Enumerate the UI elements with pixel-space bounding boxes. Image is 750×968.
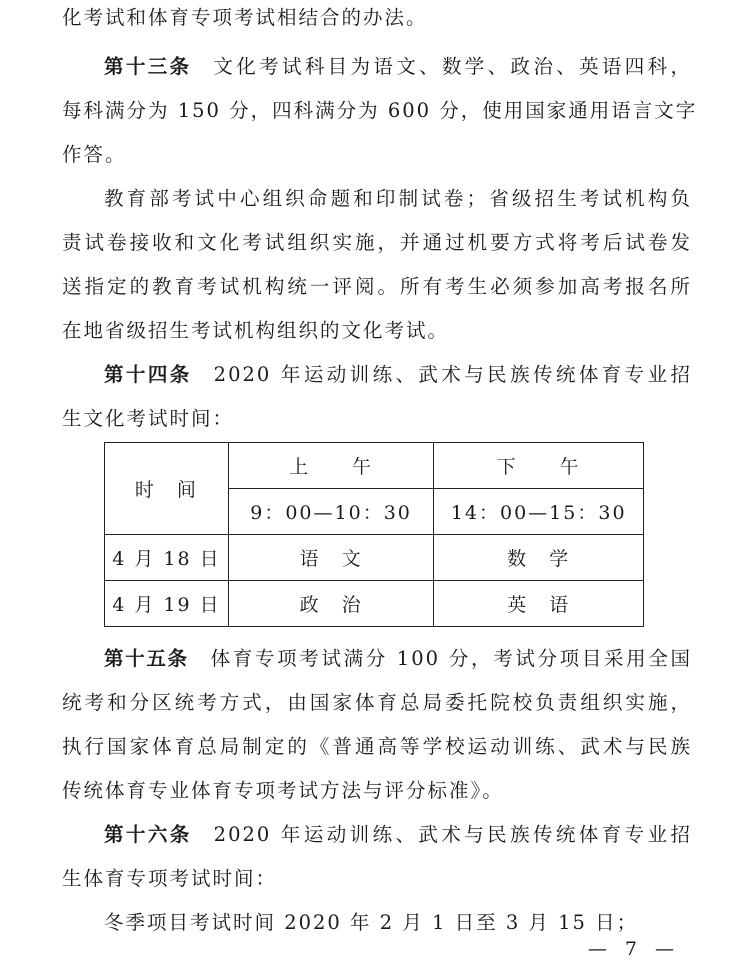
paragraph-line: 执行国家体育总局制定的《普通高等学校运动训练、武术与民族 <box>62 735 692 758</box>
article-15-text: 体育专项考试满分 100 分，考试分项目采用全国 <box>210 647 692 670</box>
paragraph-line: 统考和分区统考方式，由国家体育总局委托院校负责组织实施， <box>62 691 692 714</box>
exam-schedule-table <box>104 442 644 627</box>
paragraph-line: 每科满分为 150 分，四科满分为 600 分，使用国家通用语言文字 <box>62 99 698 122</box>
paragraph-line: 作答。 <box>62 143 127 166</box>
morning-subject-cell: 语 文 <box>228 535 434 581</box>
paragraph-line: 教育部考试中心组织命题和印制试卷；省级招生考试机构负 <box>104 187 692 210</box>
paragraph-line: 冬季项目考试时间 2020 年 2 月 1 日至 3 月 15 日； <box>104 911 639 934</box>
morning-subject-cell: 政 治 <box>228 581 434 627</box>
article-13-heading: 第十三条 <box>104 55 192 78</box>
date-cell: 4 月 19 日 <box>105 581 229 627</box>
article-16-line <box>104 825 692 845</box>
afternoon-time-cell: 14：00—15：30 <box>434 489 644 535</box>
paragraph-line: 化考试和体育专项考试相结合的办法。 <box>62 6 428 29</box>
article-13-line <box>104 57 692 77</box>
article-13-text: 文化考试科目为语文、数学、政治、英语四科， <box>213 55 692 78</box>
morning-time-cell: 9：00—10：30 <box>228 489 434 535</box>
article-16-heading: 第十六条 <box>104 823 192 846</box>
article-14-text: 2020 年运动训练、武术与民族传统体育专业招 <box>213 363 692 386</box>
date-cell: 4 月 18 日 <box>105 535 229 581</box>
morning-header-cell: 上 午 <box>228 443 434 489</box>
article-14-heading: 第十四条 <box>104 363 192 386</box>
article-16-text: 2020 年运动训练、武术与民族传统体育专业招 <box>213 823 692 846</box>
afternoon-header-cell: 下 午 <box>434 443 644 489</box>
article-15-line <box>104 649 692 669</box>
time-header-cell: 时 间 <box>105 443 229 535</box>
paragraph-line: 在地省级招生考试机构组织的文化考试。 <box>62 319 450 342</box>
table-row <box>105 581 644 627</box>
article-15-heading: 第十五条 <box>104 647 189 670</box>
table-row <box>105 535 644 581</box>
afternoon-subject-cell: 英 语 <box>434 581 644 627</box>
article-14-line <box>104 365 692 385</box>
page-number: — 7 — <box>587 938 680 960</box>
paragraph-line: 生体育专项考试时间： <box>62 867 278 890</box>
paragraph-line: 生文化考试时间： <box>62 407 235 430</box>
paragraph-line: 送指定的教育考试机构统一评阅。所有考生必须参加高考报名所 <box>62 275 692 298</box>
paragraph-line: 责试卷接收和文化考试组织实施，并通过机要方式将考后试卷发 <box>62 231 692 254</box>
afternoon-subject-cell: 数 学 <box>434 535 644 581</box>
paragraph-line: 传统体育专业体育专项考试方法与评分标准》。 <box>62 779 504 802</box>
